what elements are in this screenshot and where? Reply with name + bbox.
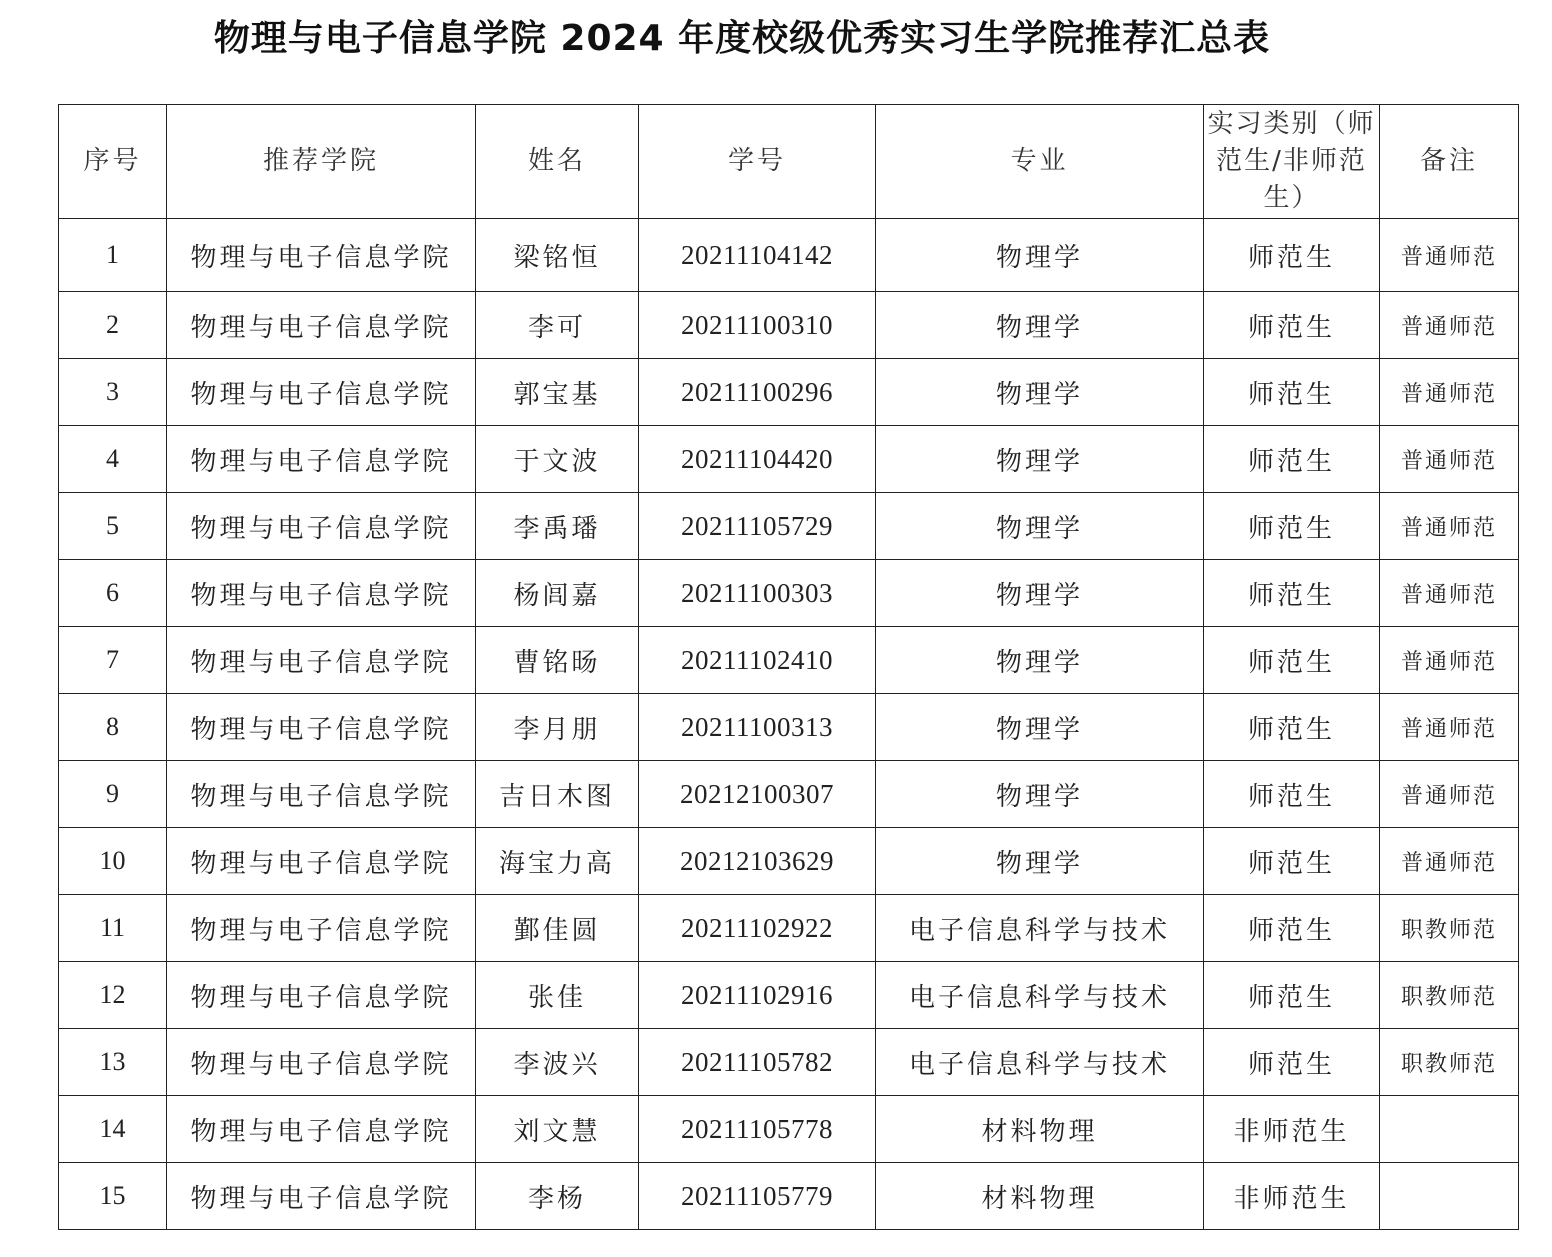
cell-student-id: 20211105782 [639, 1029, 876, 1096]
cell-major: 物理学 [876, 426, 1204, 493]
cell-major: 电子信息科学与技术 [876, 962, 1204, 1029]
header-seq: 序号 [59, 105, 167, 219]
cell-note: 职教师范 [1380, 895, 1519, 962]
cell-college: 物理与电子信息学院 [167, 962, 476, 1029]
cell-note: 普通师范 [1380, 292, 1519, 359]
cell-seq: 2 [59, 292, 167, 359]
cell-note [1380, 1096, 1519, 1163]
table-body [59, 219, 1519, 1230]
cell-name: 吉日木图 [476, 761, 639, 828]
table-row [59, 493, 1519, 560]
cell-student-id: 20211102916 [639, 962, 876, 1029]
cell-student-id: 20211104142 [639, 219, 876, 292]
table-row [59, 694, 1519, 761]
cell-major: 电子信息科学与技术 [876, 895, 1204, 962]
header-college: 推荐学院 [167, 105, 476, 219]
cell-student-id: 20211105779 [639, 1163, 876, 1230]
cell-seq: 9 [59, 761, 167, 828]
cell-note: 普通师范 [1380, 219, 1519, 292]
cell-note: 普通师范 [1380, 426, 1519, 493]
cell-college: 物理与电子信息学院 [167, 1163, 476, 1230]
cell-student-id: 20211100310 [639, 292, 876, 359]
cell-major: 物理学 [876, 359, 1204, 426]
page-title: 物理与电子信息学院 2024 年度校级优秀实习生学院推荐汇总表 [213, 18, 1271, 59]
cell-category: 师范生 [1204, 694, 1380, 761]
cell-category: 师范生 [1204, 292, 1380, 359]
cell-student-id: 20211100303 [639, 560, 876, 627]
table-row [59, 560, 1519, 627]
cell-seq: 14 [59, 1096, 167, 1163]
cell-student-id: 20211104420 [639, 426, 876, 493]
cell-note: 普通师范 [1380, 359, 1519, 426]
cell-name: 张佳 [476, 962, 639, 1029]
cell-name: 于文波 [476, 426, 639, 493]
header-note: 备注 [1380, 105, 1519, 219]
cell-seq: 12 [59, 962, 167, 1029]
table-row [59, 292, 1519, 359]
cell-college: 物理与电子信息学院 [167, 359, 476, 426]
cell-category: 师范生 [1204, 219, 1380, 292]
table-row [59, 219, 1519, 292]
cell-name: 鄞佳圆 [476, 895, 639, 962]
cell-major: 物理学 [876, 627, 1204, 694]
cell-category: 师范生 [1204, 761, 1380, 828]
table-row [59, 761, 1519, 828]
cell-student-id: 20211105778 [639, 1096, 876, 1163]
cell-note: 职教师范 [1380, 962, 1519, 1029]
cell-name: 李波兴 [476, 1029, 639, 1096]
header-student-id: 学号 [639, 105, 876, 219]
cell-category: 师范生 [1204, 627, 1380, 694]
cell-major: 物理学 [876, 694, 1204, 761]
cell-seq: 8 [59, 694, 167, 761]
cell-category: 师范生 [1204, 962, 1380, 1029]
cell-category: 师范生 [1204, 493, 1380, 560]
cell-name: 李禹璠 [476, 493, 639, 560]
cell-name: 李可 [476, 292, 639, 359]
header-row [59, 105, 1519, 219]
cell-college: 物理与电子信息学院 [167, 292, 476, 359]
cell-category: 师范生 [1204, 426, 1380, 493]
cell-major: 材料物理 [876, 1163, 1204, 1230]
cell-name: 曹铭旸 [476, 627, 639, 694]
header-name: 姓名 [476, 105, 639, 219]
cell-name: 李月朋 [476, 694, 639, 761]
table-row [59, 828, 1519, 895]
table-row [59, 426, 1519, 493]
cell-seq: 6 [59, 560, 167, 627]
cell-major: 物理学 [876, 761, 1204, 828]
cell-category: 师范生 [1204, 828, 1380, 895]
cell-major: 物理学 [876, 493, 1204, 560]
cell-name: 梁铭恒 [476, 219, 639, 292]
table-row [59, 1163, 1519, 1230]
cell-seq: 11 [59, 895, 167, 962]
cell-college: 物理与电子信息学院 [167, 493, 476, 560]
cell-name: 杨闾嘉 [476, 560, 639, 627]
cell-college: 物理与电子信息学院 [167, 219, 476, 292]
cell-college: 物理与电子信息学院 [167, 426, 476, 493]
cell-note: 普通师范 [1380, 828, 1519, 895]
table-row [59, 359, 1519, 426]
cell-student-id: 20211105729 [639, 493, 876, 560]
cell-college: 物理与电子信息学院 [167, 560, 476, 627]
cell-note: 职教师范 [1380, 1029, 1519, 1096]
cell-student-id: 20211100313 [639, 694, 876, 761]
cell-college: 物理与电子信息学院 [167, 895, 476, 962]
cell-category: 师范生 [1204, 359, 1380, 426]
cell-college: 物理与电子信息学院 [167, 627, 476, 694]
cell-name: 海宝力高 [476, 828, 639, 895]
recommendation-table [58, 104, 1519, 1230]
cell-college: 物理与电子信息学院 [167, 694, 476, 761]
cell-note: 普通师范 [1380, 627, 1519, 694]
cell-seq: 4 [59, 426, 167, 493]
cell-major: 物理学 [876, 560, 1204, 627]
cell-major: 材料物理 [876, 1096, 1204, 1163]
table-row [59, 1029, 1519, 1096]
cell-name: 李杨 [476, 1163, 639, 1230]
cell-seq: 15 [59, 1163, 167, 1230]
cell-seq: 13 [59, 1029, 167, 1096]
cell-note: 普通师范 [1380, 694, 1519, 761]
cell-student-id: 20211102922 [639, 895, 876, 962]
cell-major: 物理学 [876, 292, 1204, 359]
cell-category: 师范生 [1204, 560, 1380, 627]
cell-category: 非师范生 [1204, 1163, 1380, 1230]
cell-college: 物理与电子信息学院 [167, 1029, 476, 1096]
cell-note: 普通师范 [1380, 761, 1519, 828]
cell-note [1380, 1163, 1519, 1230]
table-row [59, 627, 1519, 694]
cell-student-id: 20212100307 [639, 761, 876, 828]
cell-major: 物理学 [876, 219, 1204, 292]
cell-student-id: 20212103629 [639, 828, 876, 895]
cell-note: 普通师范 [1380, 493, 1519, 560]
cell-seq: 3 [59, 359, 167, 426]
cell-seq: 7 [59, 627, 167, 694]
header-category: 实习类别（师范生/非师范生） [1204, 105, 1380, 219]
cell-name: 刘文慧 [476, 1096, 639, 1163]
table-row [59, 1096, 1519, 1163]
cell-seq: 5 [59, 493, 167, 560]
cell-major: 物理学 [876, 828, 1204, 895]
table-row [59, 895, 1519, 962]
cell-name: 郭宝基 [476, 359, 639, 426]
cell-seq: 10 [59, 828, 167, 895]
cell-college: 物理与电子信息学院 [167, 1096, 476, 1163]
cell-college: 物理与电子信息学院 [167, 761, 476, 828]
header-major: 专业 [876, 105, 1204, 219]
cell-student-id: 20211100296 [639, 359, 876, 426]
cell-seq: 1 [59, 219, 167, 292]
cell-college: 物理与电子信息学院 [167, 828, 476, 895]
cell-category: 师范生 [1204, 895, 1380, 962]
cell-category: 非师范生 [1204, 1096, 1380, 1163]
cell-student-id: 20211102410 [639, 627, 876, 694]
cell-major: 电子信息科学与技术 [876, 1029, 1204, 1096]
table-row [59, 962, 1519, 1029]
cell-note: 普通师范 [1380, 560, 1519, 627]
cell-category: 师范生 [1204, 1029, 1380, 1096]
